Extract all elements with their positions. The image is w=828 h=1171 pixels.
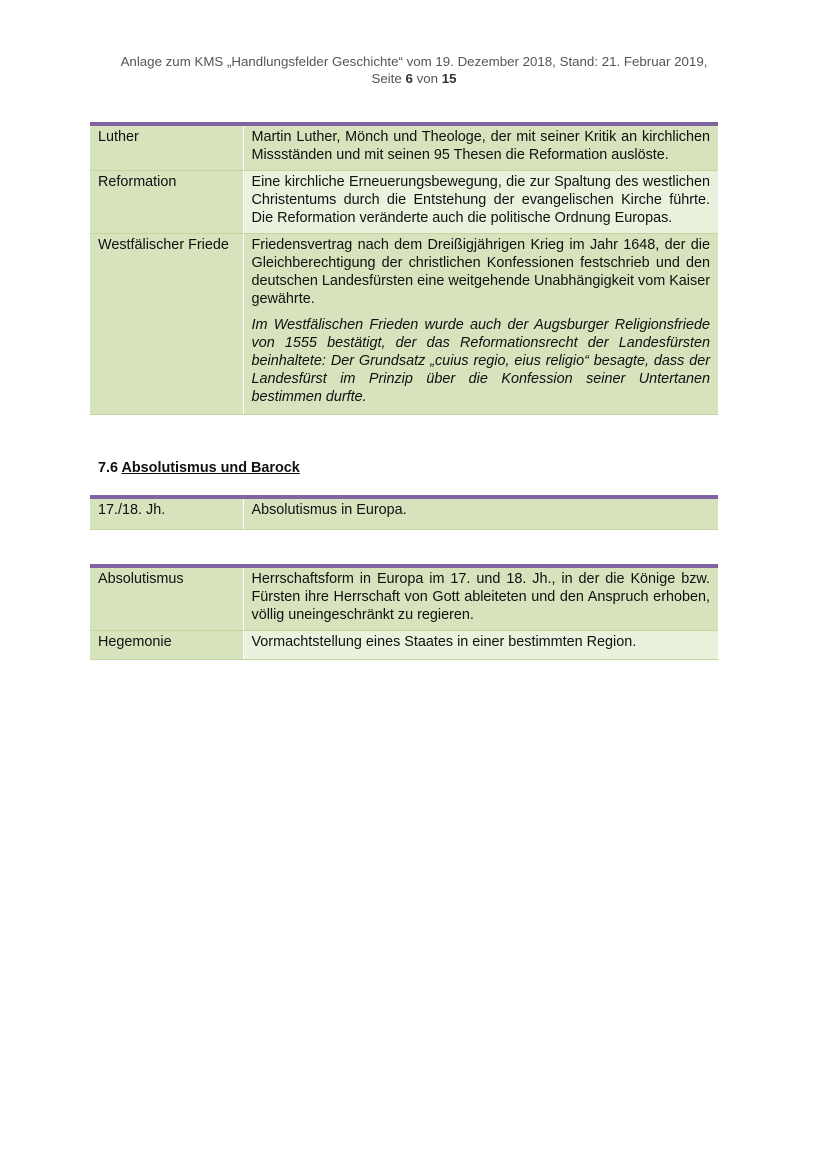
term-cell: Reformation	[90, 171, 243, 234]
definition-cell	[243, 234, 718, 415]
definition-cell: Eine kirchliche Erneuerungsbewegung, die zur Spaltung des westlichen Christentums durch die Entstehung der evangelischen Kirche führte. Die Reformation veränderte auch die politische Ordnung Europas.	[243, 171, 718, 234]
definition-cell: Herrschaftsform in Europa im 17. und 18. Jh., in der die Könige bzw. Fürsten ihre Herrschaft von Gott ableiteten und den Anspruch erhoben, völlig uneingeschränkt zu regieren.	[243, 566, 718, 631]
definition-text: Friedensvertrag nach dem Dreißigjährigen Krieg im Jahr 1648, der die Gleichberechtigung der christlichen Konfessionen festschrieb und den deutschen Landesfürsten eine weitgehende Unabhängigkeit vom Kaiser gewährte.	[251, 237, 710, 307]
page-seite-label: Seite	[371, 71, 402, 86]
section-title-text: Absolutismus und Barock	[121, 460, 300, 476]
page-total: 15	[441, 71, 457, 86]
definition-note: Im Westfälischen Frieden wurde auch der Augsburger Religionsfriede von 1555 bestätigt, der das Reformationsrecht der Landesfürsten beinhaltete: Der Grundsatz „cuius regio, eius religio“ besagte, dass der Landesfürst im Prinzip über die Konfession seiner Untertanen bestimmen durfte.	[251, 317, 710, 405]
header-line: Anlage zum KMS „Handlungsfelder Geschichte“ vom 19. Dezember 2018, Stand: 21. Februar 2019,	[120, 54, 708, 69]
term-cell: Absolutismus	[90, 566, 243, 631]
table-row	[90, 497, 718, 530]
term-cell: Westfälischer Friede	[90, 234, 243, 415]
definition-cell: Martin Luther, Mönch und Theologe, der mit seiner Kritik an kirchlichen Missständen und mit seinen 95 Thesen die Reformation auslöste.	[243, 124, 718, 171]
definition-cell: Vormachtstellung eines Staates in einer bestimmten Region.	[243, 631, 718, 660]
page-von-label: von	[416, 71, 439, 86]
timeline-table	[90, 495, 718, 530]
page-indicator	[0, 70, 828, 87]
table-row	[90, 566, 718, 631]
page-header	[0, 53, 828, 87]
table-row	[90, 234, 718, 415]
term-cell: Hegemonie	[90, 631, 243, 660]
section-number: 7.6	[98, 460, 119, 476]
glossary-table-absolutismus	[90, 564, 718, 660]
term-cell: 17./18. Jh.	[90, 497, 243, 530]
term-cell: Luther	[90, 124, 243, 171]
definition-cell: Absolutismus in Europa.	[243, 497, 718, 530]
table-row	[90, 124, 718, 171]
glossary-table-reformation	[90, 122, 718, 415]
page-number: 6	[405, 71, 413, 86]
section-heading	[98, 459, 300, 477]
table-row	[90, 171, 718, 234]
table-row	[90, 631, 718, 660]
